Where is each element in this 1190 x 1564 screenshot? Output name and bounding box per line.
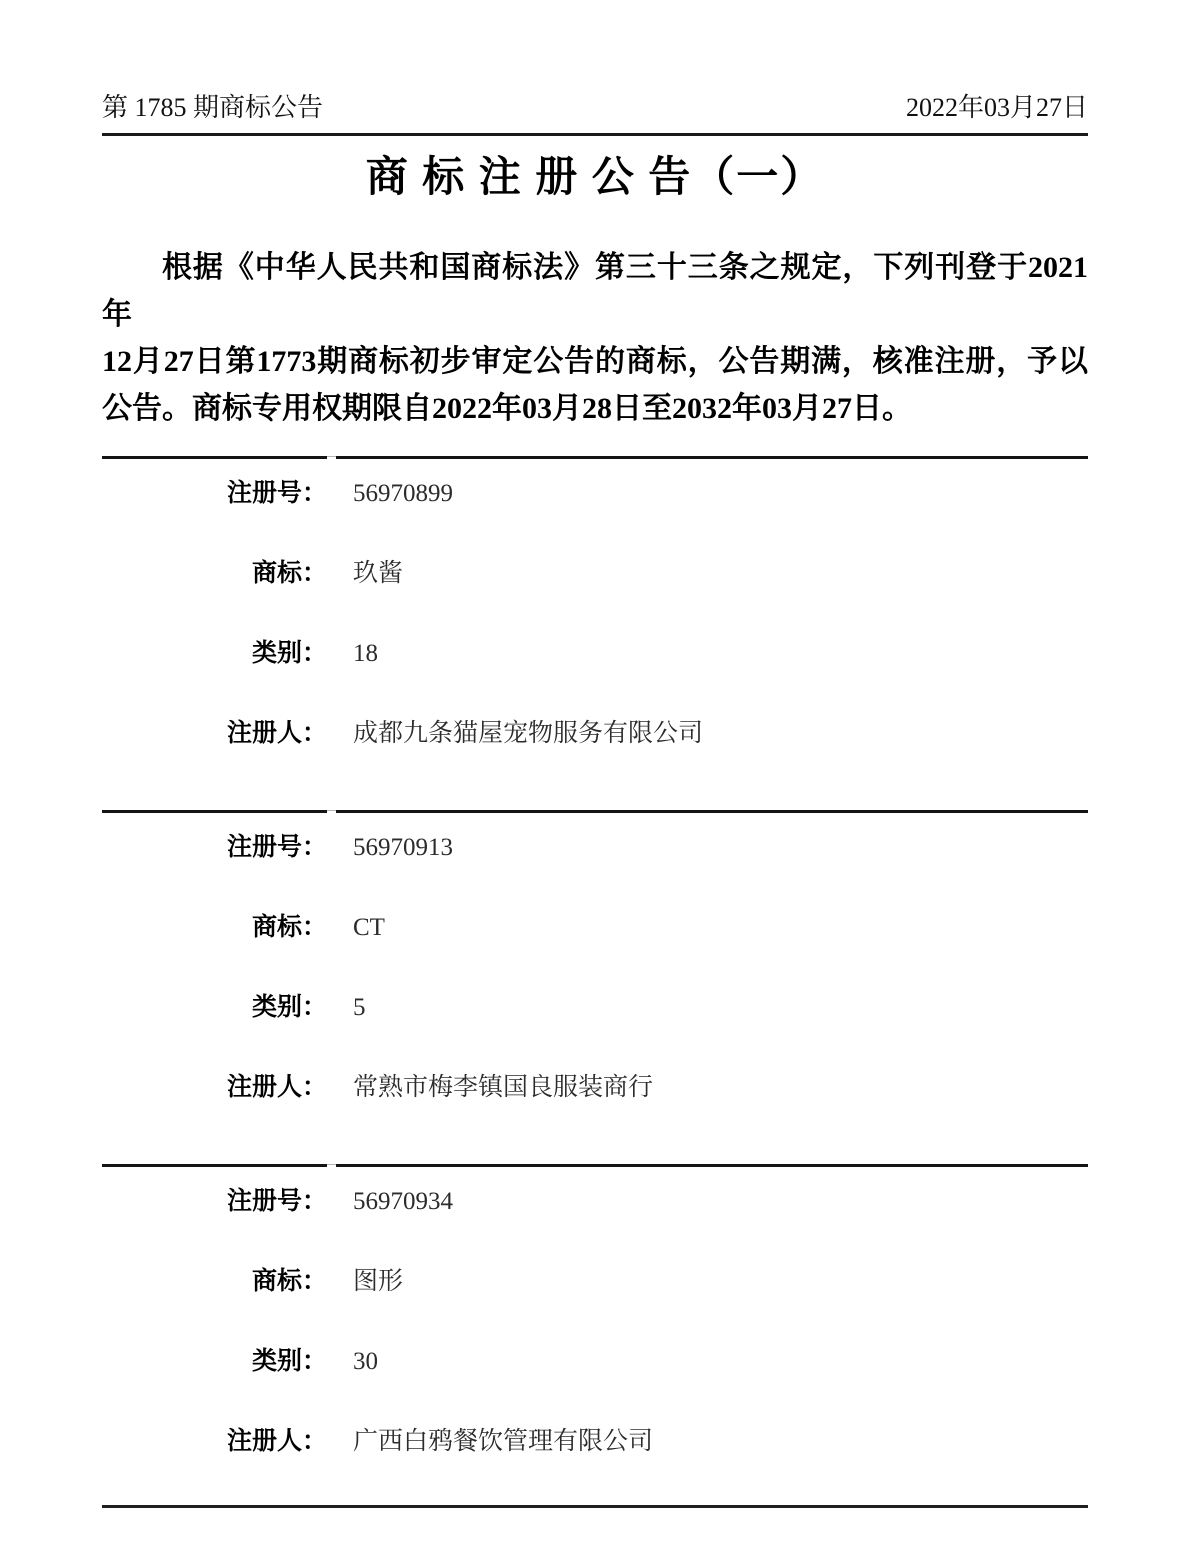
field-value-category: 5 bbox=[353, 994, 366, 1021]
gazette-issue-label: 第 1785 期商标公告 bbox=[102, 93, 324, 122]
intro-line-3: 公告。商标专用权期限自2022年03月28日至2032年03月27日。 bbox=[102, 392, 912, 425]
field-label-trademark: 商标： bbox=[251, 1268, 327, 1295]
intro-paragraph bbox=[102, 244, 1088, 432]
intro-line-2: 12月27日第1773期商标初步审定公告的商标，公告期满，核准注册，予以 bbox=[102, 345, 1088, 378]
field-value-category: 30 bbox=[353, 1348, 378, 1375]
separator-gap bbox=[327, 810, 336, 811]
field-row-reg-no bbox=[102, 1185, 1088, 1265]
field-value-category: 18 bbox=[353, 640, 378, 667]
separator-right-segment bbox=[336, 810, 1088, 813]
field-label-reg-no: 注册号： bbox=[226, 1188, 327, 1215]
field-value-trademark: 玖酱 bbox=[353, 560, 404, 587]
trademark-entry bbox=[102, 456, 1088, 797]
trademark-entry bbox=[102, 810, 1088, 1151]
field-row-reg-no bbox=[102, 831, 1088, 911]
field-value-registrant: 广西白鸦餐饮管理有限公司 bbox=[353, 1428, 654, 1455]
field-label-registrant: 注册人： bbox=[226, 1428, 327, 1455]
separator-gap bbox=[327, 456, 336, 457]
field-row-category bbox=[102, 991, 1088, 1071]
separator-left-segment bbox=[102, 810, 327, 813]
field-value-reg-no: 56970899 bbox=[353, 480, 453, 507]
field-label-registrant: 注册人： bbox=[226, 720, 327, 747]
bottom-rule bbox=[102, 1505, 1088, 1508]
field-row-trademark bbox=[102, 557, 1088, 637]
field-value-reg-no: 56970913 bbox=[353, 834, 453, 861]
trademark-entries bbox=[102, 456, 1088, 1508]
field-label-reg-no: 注册号： bbox=[226, 480, 327, 507]
gazette-date: 2022年03月27日 bbox=[905, 93, 1088, 122]
field-row-category bbox=[102, 637, 1088, 717]
field-row-registrant bbox=[102, 1425, 1088, 1505]
entry-fields bbox=[102, 1167, 1088, 1505]
separator-right-segment bbox=[336, 1164, 1088, 1167]
field-value-trademark: 图形 bbox=[353, 1268, 404, 1295]
trademark-entry bbox=[102, 1164, 1088, 1505]
field-label-category: 类别： bbox=[251, 640, 327, 667]
field-value-trademark: CT bbox=[353, 914, 385, 941]
field-value-reg-no: 56970934 bbox=[353, 1188, 453, 1215]
field-row-reg-no bbox=[102, 477, 1088, 557]
field-label-category: 类别： bbox=[251, 994, 327, 1021]
entry-fields bbox=[102, 459, 1088, 797]
entry-fields bbox=[102, 813, 1088, 1151]
field-value-registrant: 常熟市梅李镇国良服装商行 bbox=[353, 1074, 654, 1101]
field-row-trademark bbox=[102, 911, 1088, 991]
field-label-category: 类别： bbox=[251, 1348, 327, 1375]
field-label-trademark: 商标： bbox=[251, 914, 327, 941]
separator-left-segment bbox=[102, 456, 327, 459]
separator-right-segment bbox=[336, 456, 1088, 459]
separator-gap bbox=[327, 1164, 336, 1165]
header-rule bbox=[102, 133, 1088, 136]
field-row-registrant bbox=[102, 1071, 1088, 1151]
entry-separator bbox=[102, 1164, 1088, 1167]
field-row-registrant bbox=[102, 717, 1088, 797]
field-value-registrant: 成都九条猫屋宠物服务有限公司 bbox=[353, 720, 704, 747]
entry-separator bbox=[102, 810, 1088, 813]
field-label-reg-no: 注册号： bbox=[226, 834, 327, 861]
page-title: 商 标 注 册 公 告（一） bbox=[365, 155, 825, 201]
page-header bbox=[102, 0, 1088, 124]
separator-left-segment bbox=[102, 1164, 327, 1167]
field-row-trademark bbox=[102, 1265, 1088, 1345]
field-label-trademark: 商标： bbox=[251, 560, 327, 587]
intro-line-1: 根据《中华人民共和国商标法》第三十三条之规定，下列刊登于2021年 bbox=[102, 251, 1088, 331]
entry-separator bbox=[102, 456, 1088, 459]
field-label-registrant: 注册人： bbox=[226, 1074, 327, 1101]
field-row-category bbox=[102, 1345, 1088, 1425]
